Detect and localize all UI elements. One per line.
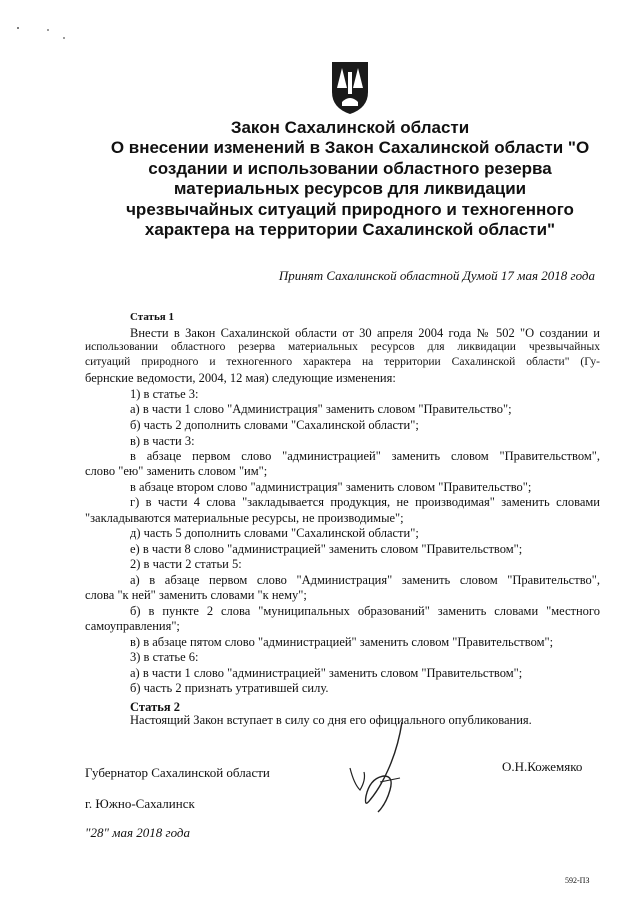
- signer-name: О.Н.Кожемяко: [502, 759, 583, 774]
- article-1-item-line: б) часть 2 признать утратившей силу.: [130, 681, 329, 695]
- article-1-item-line: 1) в статье 3:: [130, 387, 199, 401]
- article-1-item-line: слово "ею" заменить словом "им";: [85, 464, 268, 478]
- article-1-item-line: г) в части 4 слова "закладывается продукция, не производимая" заменить словами: [130, 495, 600, 509]
- article-1-item-line: б) часть 2 дополнить словами "Сахалинской области";: [130, 418, 419, 432]
- law-title: Закон Сахалинской области: [230, 118, 470, 137]
- article-1-item-line: а) в части 1 слово "Администрация" заменить словом "Правительство";: [130, 402, 512, 416]
- article-1-item-line: "закладываются материальные ресурсы, не производимые";: [85, 511, 404, 525]
- article-1-item-line: слова "к ней" заменить словами "к нему";: [85, 588, 307, 602]
- article-1-item-line: в) в абзаце пятом слово "администрацией" заменить словом "Правительством";: [130, 635, 554, 649]
- document-number: 592-ПЗ: [565, 876, 590, 885]
- article-1-intro-line: ситуаций природного и техногенного характера на территории Сахалинской области" (Гу-: [85, 356, 600, 368]
- signature-icon: [340, 718, 440, 818]
- signing-date: "28" мая 2018 года: [85, 825, 190, 840]
- adoption-note: Принят Сахалинской областной Думой 17 мая 2018 года: [278, 268, 595, 283]
- article-1-intro-line: бернские ведомости, 2004, 12 мая) следующие изменения:: [85, 371, 396, 385]
- article-1-intro-line: использовании областного резерва материальных ресурсов для ликвидации чрезвычайных: [85, 341, 600, 353]
- article-1-item-line: а) в части 1 слово "администрацией" заменить словом "Правительством";: [130, 666, 523, 680]
- article-1-intro-line: Внести в Закон Сахалинской области от 30 апреля 2004 года № 502 "О создании и: [130, 326, 600, 340]
- signer-title: Губернатор Сахалинской области: [85, 765, 270, 780]
- article-2-text: Настоящий Закон вступает в силу со дня его официального опубликования.: [130, 713, 532, 727]
- law-subject: О внесении изменений в Закон Сахалинской области "О создании и использовании областного резерва материальных ресурсов для ликвидации чрезвычайных ситуаций природного и техногенного характера на территории Сахалинской области": [110, 138, 590, 239]
- city-label: г. Южно-Сахалинск: [85, 796, 195, 811]
- article-2-heading: Статья 2: [130, 700, 180, 714]
- article-1-item-line: в абзаце первом слово "администрацией" заменить словом "Правительством",: [130, 449, 600, 463]
- article-1-item-line: б) в пункте 2 слова "муниципальных образований" заменить словами "местного: [130, 604, 600, 618]
- coat-of-arms-icon: [328, 58, 372, 116]
- article-1-item-line: в абзаце втором слово "администрация" заменить словом "Правительство";: [130, 480, 532, 494]
- article-1-item-line: самоуправления";: [85, 619, 180, 633]
- article-1-item-line: а) в абзаце первом слово "Администрация" заменить словом "Правительство",: [130, 573, 600, 587]
- article-1-item-line: 3) в статье 6:: [130, 650, 199, 664]
- scan-specks: [14, 22, 74, 42]
- article-1-item-line: 2) в части 2 статьи 5:: [130, 557, 242, 571]
- article-1-item-line: е) в части 8 слово "администрацией" заменить словом "Правительством";: [130, 542, 523, 556]
- article-1-item-line: в) в части 3:: [130, 434, 195, 448]
- article-1-heading: Статья 1: [130, 311, 174, 323]
- article-1-item-line: д) часть 5 дополнить словами "Сахалинской области";: [130, 526, 419, 540]
